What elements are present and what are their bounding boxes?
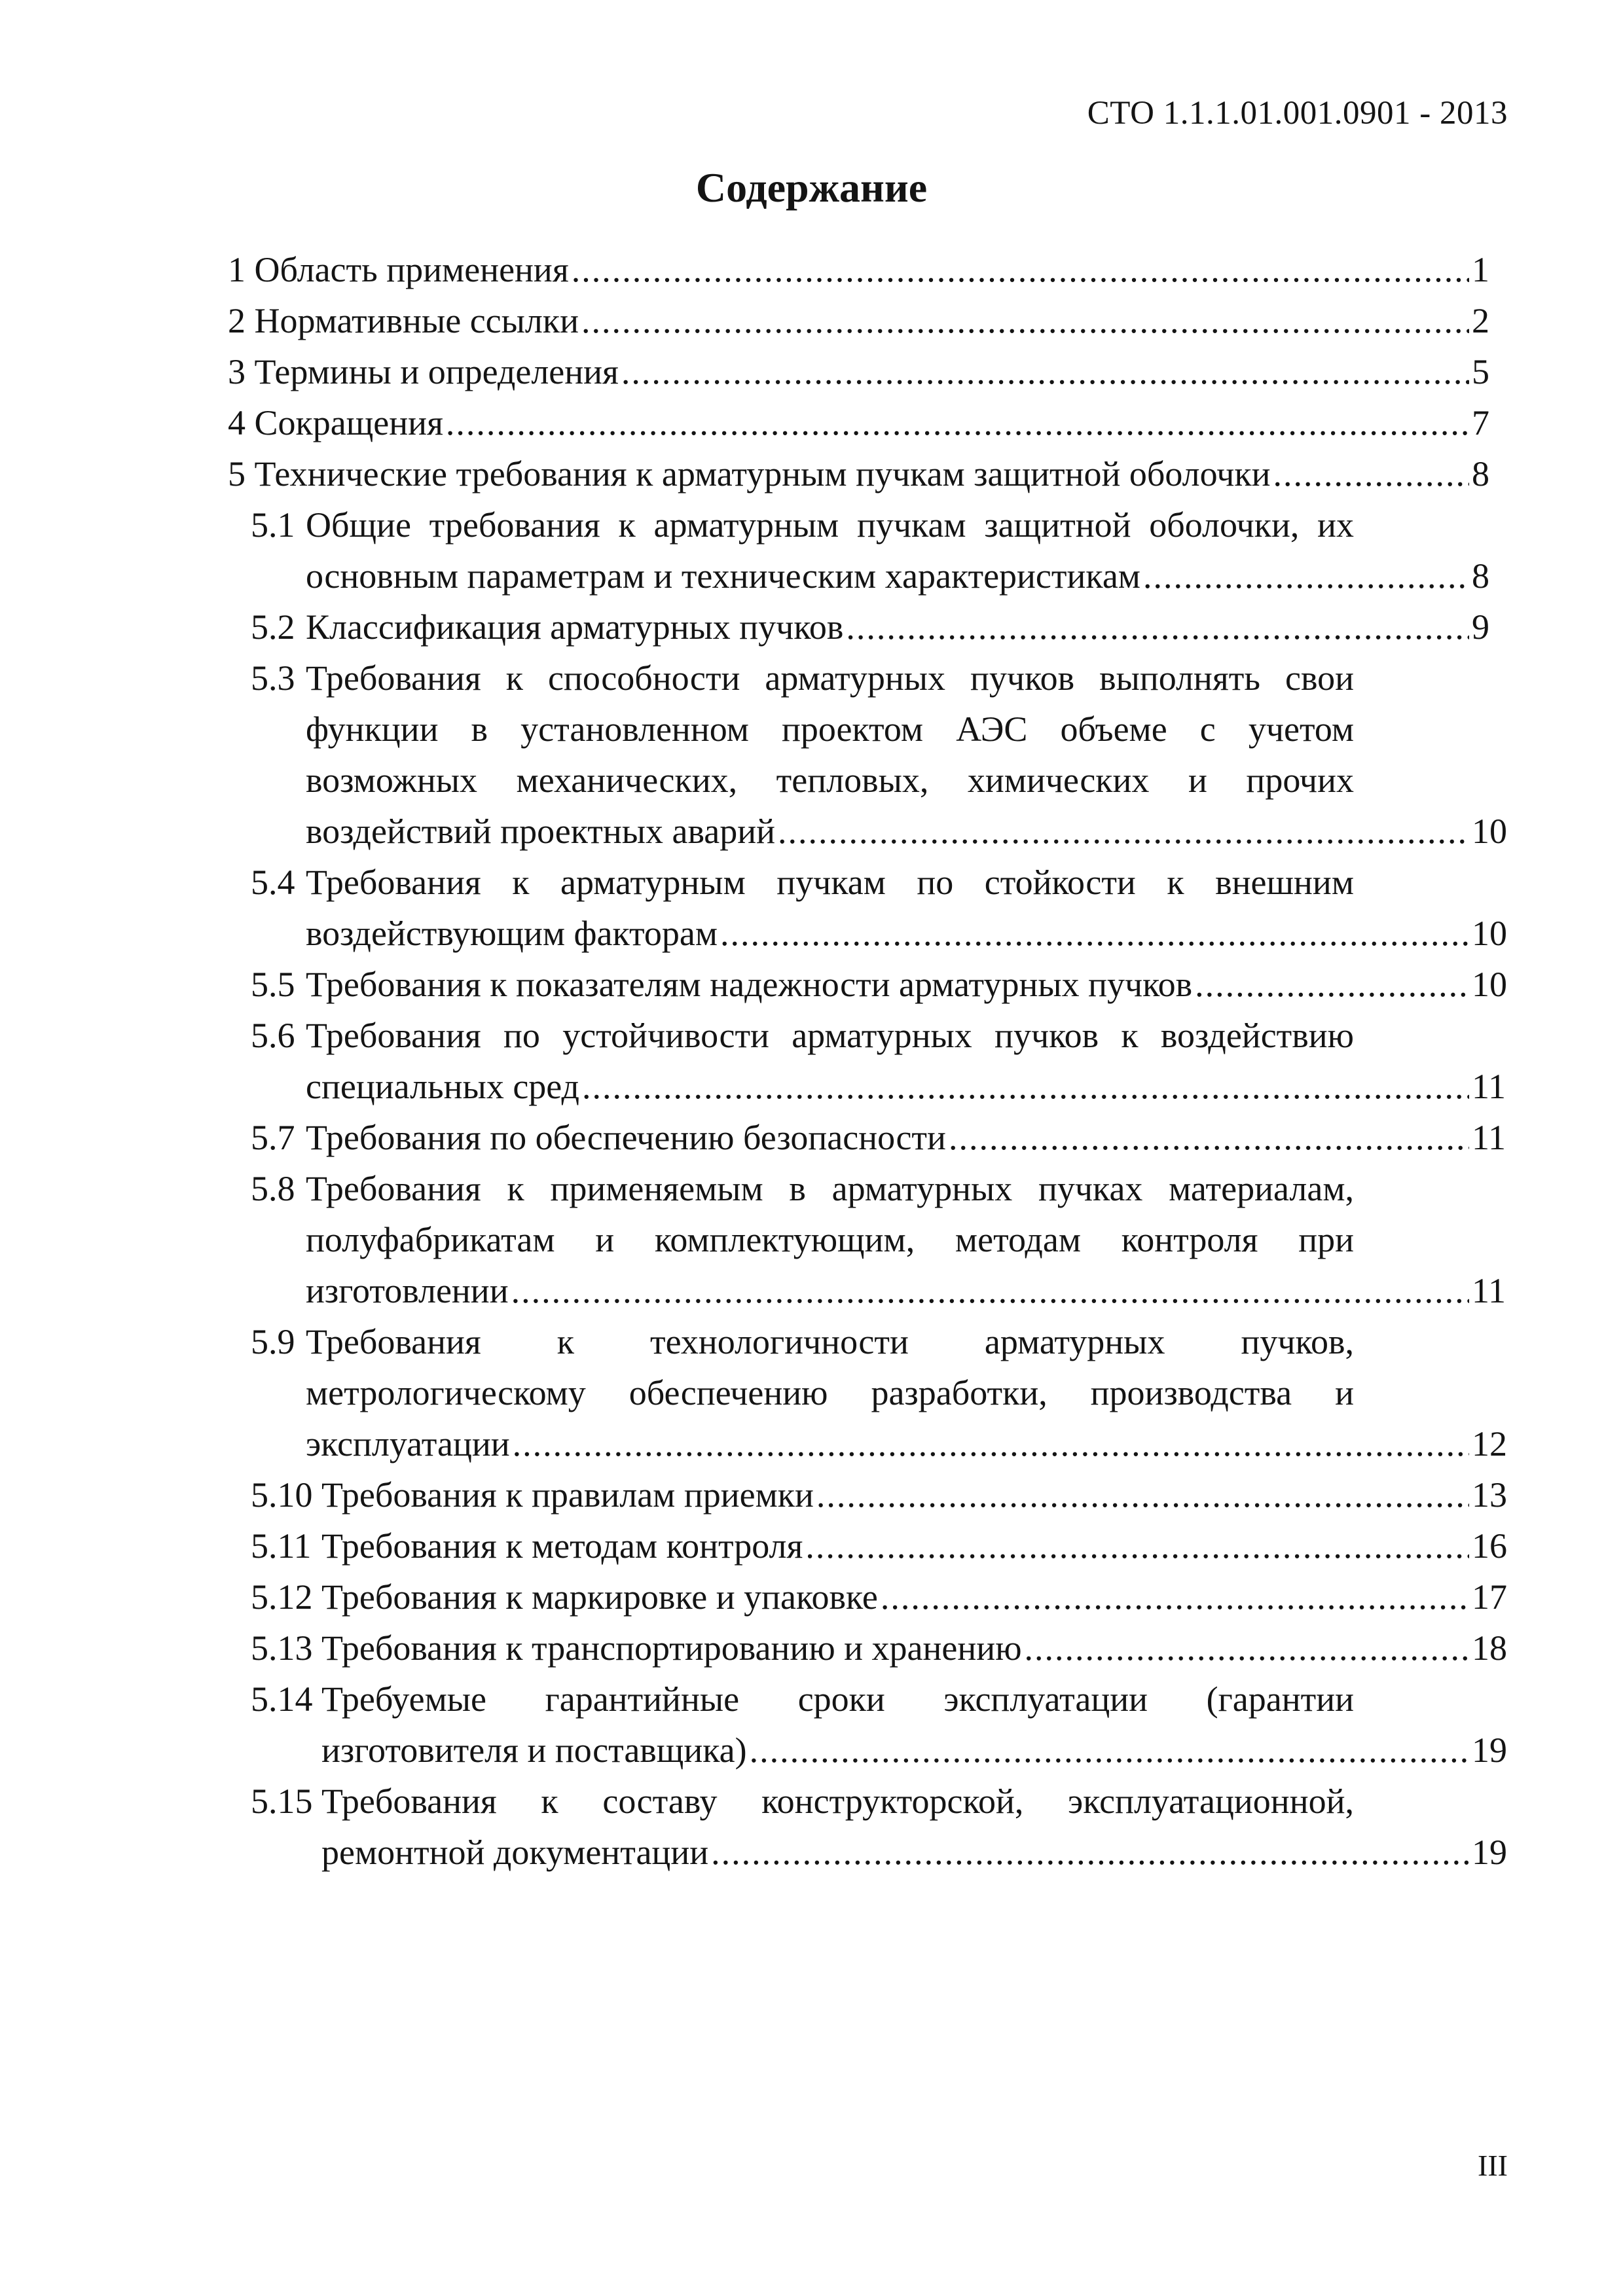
- dot-leader: [881, 1571, 1469, 1623]
- toc-entry-line: Требуемые гарантийные сроки эксплуатации (гарантии: [321, 1679, 1354, 1719]
- toc-page-number: 10: [1472, 812, 1507, 851]
- toc-page-number: 9: [1472, 607, 1489, 647]
- toc-entry-body: [251, 1112, 1506, 1163]
- toc-entry-text: [228, 346, 619, 397]
- toc-page-number: 11: [1472, 1067, 1506, 1106]
- toc-line: [228, 346, 1489, 397]
- toc-entry[interactable]: [228, 448, 1489, 499]
- toc-line: [306, 806, 1507, 857]
- toc-line: [321, 1469, 1507, 1520]
- toc-entry-number: 5.5: [251, 965, 295, 1004]
- toc-entry-text: [228, 448, 1271, 499]
- toc-entry-line: Требования к применяемым в арматурных пучках материалам,: [306, 1169, 1354, 1208]
- toc-line: [228, 448, 1489, 499]
- toc-entry-body: [251, 1316, 1507, 1469]
- toc-entry-title: специальных сред: [306, 1067, 580, 1106]
- toc-page-number: 10: [1472, 914, 1507, 953]
- toc-entry[interactable]: [228, 1674, 1507, 1776]
- toc-entry-body: [251, 1469, 1507, 1520]
- toc-entry-number: 4: [228, 403, 246, 442]
- toc-entry-title: Требования к правилам приемки: [321, 1475, 814, 1515]
- toc-entry-number: 5.10: [251, 1475, 313, 1515]
- toc-entry-title: воздействий проектных аварий: [306, 812, 776, 851]
- toc-entry-title: Требования к транспортированию и хранению: [321, 1628, 1022, 1668]
- toc-line: [306, 908, 1507, 959]
- toc-entry[interactable]: [228, 601, 1489, 653]
- toc-entry[interactable]: [228, 959, 1507, 1010]
- toc-entry-body: [251, 1674, 1507, 1776]
- toc-line: [321, 1623, 1507, 1674]
- toc-entry-text: [228, 244, 569, 295]
- toc-page-number: 8: [1472, 454, 1489, 493]
- toc-entry-body: [251, 653, 1507, 857]
- toc-entry-number: 5.13: [251, 1628, 313, 1668]
- toc-entry[interactable]: [228, 1469, 1507, 1520]
- toc-line: [306, 550, 1489, 601]
- toc-entry-line: полуфабрикатам и комплектующим, методам контроля при: [306, 1220, 1354, 1259]
- toc-line: [321, 1725, 1507, 1776]
- toc-line: [306, 1418, 1507, 1469]
- dot-leader: [1195, 959, 1469, 1010]
- toc-entry-body: [251, 1010, 1506, 1112]
- toc-line: [228, 244, 1489, 295]
- dot-leader: [581, 295, 1469, 346]
- toc-entry-body: [251, 1520, 1507, 1571]
- dot-leader: [572, 244, 1469, 295]
- toc-entry[interactable]: [228, 499, 1489, 601]
- toc-entry-body: [251, 1163, 1506, 1316]
- dot-leader: [720, 908, 1469, 959]
- toc-line: [321, 1571, 1507, 1623]
- dot-leader: [778, 806, 1469, 857]
- dot-leader: [750, 1725, 1469, 1776]
- toc-entry-title: Технические требования к арматурным пучкам защитной оболочки: [254, 454, 1271, 493]
- toc-entry-title: изготовлении: [306, 1271, 509, 1310]
- toc-entry[interactable]: [228, 244, 1489, 295]
- toc-entry-number: 5.4: [251, 863, 295, 902]
- toc-line: [306, 1061, 1506, 1112]
- toc-entry[interactable]: [228, 1316, 1507, 1469]
- toc-line: [306, 1112, 1506, 1163]
- toc-entry-title: Требования по обеспечению безопасности: [306, 1118, 946, 1157]
- toc-page-number: 17: [1472, 1577, 1507, 1617]
- toc-entry[interactable]: [228, 857, 1507, 959]
- toc-entry[interactable]: [228, 397, 1489, 448]
- toc-page-number: 10: [1472, 965, 1507, 1004]
- toc-entry-line: Требования по устойчивости арматурных пучков к воздействию: [306, 1016, 1354, 1055]
- toc-page-number: 19: [1472, 1731, 1507, 1770]
- toc-entry-title: Требования к методам контроля: [321, 1526, 803, 1566]
- toc-entry-body: [251, 499, 1489, 601]
- toc-entry-body: [251, 601, 1489, 653]
- toc-entry[interactable]: [228, 1776, 1507, 1878]
- toc-entry-text: [228, 295, 579, 346]
- toc-line: [306, 959, 1507, 1010]
- toc-page-number: 1: [1472, 250, 1489, 289]
- toc-entry-number: 3: [228, 352, 246, 391]
- toc-entry-text: [228, 397, 443, 448]
- toc-page-number: 7: [1472, 403, 1489, 442]
- toc-entry-number: 2: [228, 301, 246, 340]
- toc-entry-title: Требования к показателям надежности арматурных пучков: [306, 965, 1193, 1004]
- toc-page-number: 13: [1472, 1475, 1507, 1515]
- toc-entry-number: 5.9: [251, 1322, 295, 1361]
- toc-page-number: 16: [1472, 1526, 1507, 1566]
- toc-entry-title: ремонтной документации: [321, 1833, 709, 1872]
- toc-entry-number: 5.8: [251, 1169, 295, 1208]
- dot-leader: [949, 1112, 1469, 1163]
- dot-leader: [846, 601, 1469, 653]
- toc-entry-number: 5.1: [251, 505, 295, 545]
- toc-entry-number: 5.12: [251, 1577, 313, 1617]
- toc-page-number: 11: [1472, 1118, 1506, 1157]
- dot-leader: [816, 1469, 1469, 1520]
- toc-page-number: 12: [1472, 1424, 1507, 1463]
- toc-entry[interactable]: [228, 1520, 1507, 1571]
- toc-line: [306, 1265, 1506, 1316]
- toc-page-number: 8: [1472, 556, 1489, 596]
- toc-entry-number: 5.11: [251, 1526, 312, 1566]
- toc-page-number: 11: [1472, 1271, 1506, 1310]
- dot-leader: [1025, 1623, 1469, 1674]
- toc-entry-line: Требования к технологичности арматурных пучков,: [306, 1322, 1354, 1361]
- toc-entry-number: 5.15: [251, 1782, 313, 1821]
- dot-leader: [511, 1265, 1469, 1316]
- toc-entry-line: Требования к арматурным пучкам по стойкости к внешним: [306, 863, 1354, 902]
- toc-entry-title: основным параметрам и техническим характеристикам: [306, 556, 1140, 596]
- toc-entry-title: Классификация арматурных пучков: [306, 607, 844, 647]
- dot-leader: [446, 397, 1469, 448]
- toc-entry-body: [251, 1571, 1507, 1623]
- dot-leader: [621, 346, 1469, 397]
- toc-entry-title: Требования к маркировке и упаковке: [321, 1577, 878, 1617]
- document-code: СТО 1.1.1.01.001.0901 - 2013: [1087, 95, 1508, 132]
- toc-entry[interactable]: [228, 653, 1507, 857]
- page-title: Содержание: [695, 164, 928, 211]
- toc-entry-title: Термины и определения: [254, 352, 619, 391]
- dot-leader: [711, 1827, 1469, 1878]
- toc-entry-number: 1: [228, 250, 246, 289]
- toc-line: [306, 601, 1489, 653]
- dot-leader: [1273, 448, 1470, 499]
- toc-page-number: 18: [1472, 1628, 1507, 1668]
- toc-entry-line: Требования к способности арматурных пучков выполнять свои: [306, 658, 1354, 698]
- toc-entry[interactable]: [228, 1010, 1506, 1112]
- toc-entry-line: возможных механических, тепловых, химических и прочих: [306, 761, 1354, 800]
- toc-entry-number: 5.2: [251, 607, 295, 647]
- toc-entry[interactable]: [228, 1571, 1507, 1623]
- toc-entry-body: [251, 959, 1507, 1010]
- toc-entry-body: [251, 857, 1507, 959]
- toc-entry[interactable]: [228, 295, 1489, 346]
- toc-page-number: 2: [1472, 301, 1489, 340]
- table-of-contents: [228, 244, 1507, 1878]
- toc-page-number: 5: [1472, 352, 1489, 391]
- toc-entry-body: [251, 1623, 1507, 1674]
- toc-entry-line: функции в установленном проектом АЭС объеме с учетом: [306, 709, 1354, 749]
- toc-entry-title: эксплуатации: [306, 1424, 510, 1463]
- toc-entry-number: 5: [228, 454, 246, 493]
- toc-line: [321, 1520, 1507, 1571]
- toc-entry[interactable]: [228, 346, 1489, 397]
- dot-leader: [513, 1418, 1469, 1469]
- toc-entry-line: метрологическому обеспечению разработки, производства и: [306, 1373, 1354, 1412]
- toc-entry-number: 5.3: [251, 658, 295, 698]
- toc-entry-number: 5.14: [251, 1679, 313, 1719]
- toc-line: [228, 295, 1489, 346]
- toc-entry-body: [251, 1776, 1507, 1878]
- toc-page-number: 19: [1472, 1833, 1507, 1872]
- toc-entry-title: изготовителя и поставщика): [321, 1731, 747, 1770]
- toc-line: [228, 397, 1489, 448]
- dot-leader: [582, 1061, 1469, 1112]
- page-number: III: [1478, 2149, 1508, 2182]
- dot-leader: [1143, 550, 1469, 601]
- toc-entry-title: воздействующим факторам: [306, 914, 718, 953]
- toc-entry-title: Нормативные ссылки: [254, 301, 579, 340]
- toc-entry-line: Общие требования к арматурным пучкам защитной оболочки, их: [306, 505, 1354, 545]
- toc-entry-title: Область применения: [254, 250, 569, 289]
- toc-line: [321, 1827, 1507, 1878]
- toc-entry-number: 5.6: [251, 1016, 295, 1055]
- toc-entry-title: Сокращения: [254, 403, 443, 442]
- toc-entry[interactable]: [228, 1623, 1507, 1674]
- toc-entry[interactable]: [228, 1112, 1506, 1163]
- dot-leader: [805, 1520, 1469, 1571]
- toc-entry-number: 5.7: [251, 1118, 295, 1157]
- toc-entry[interactable]: [228, 1163, 1506, 1316]
- toc-entry-line: Требования к составу конструкторской, эксплуатационной,: [321, 1782, 1354, 1821]
